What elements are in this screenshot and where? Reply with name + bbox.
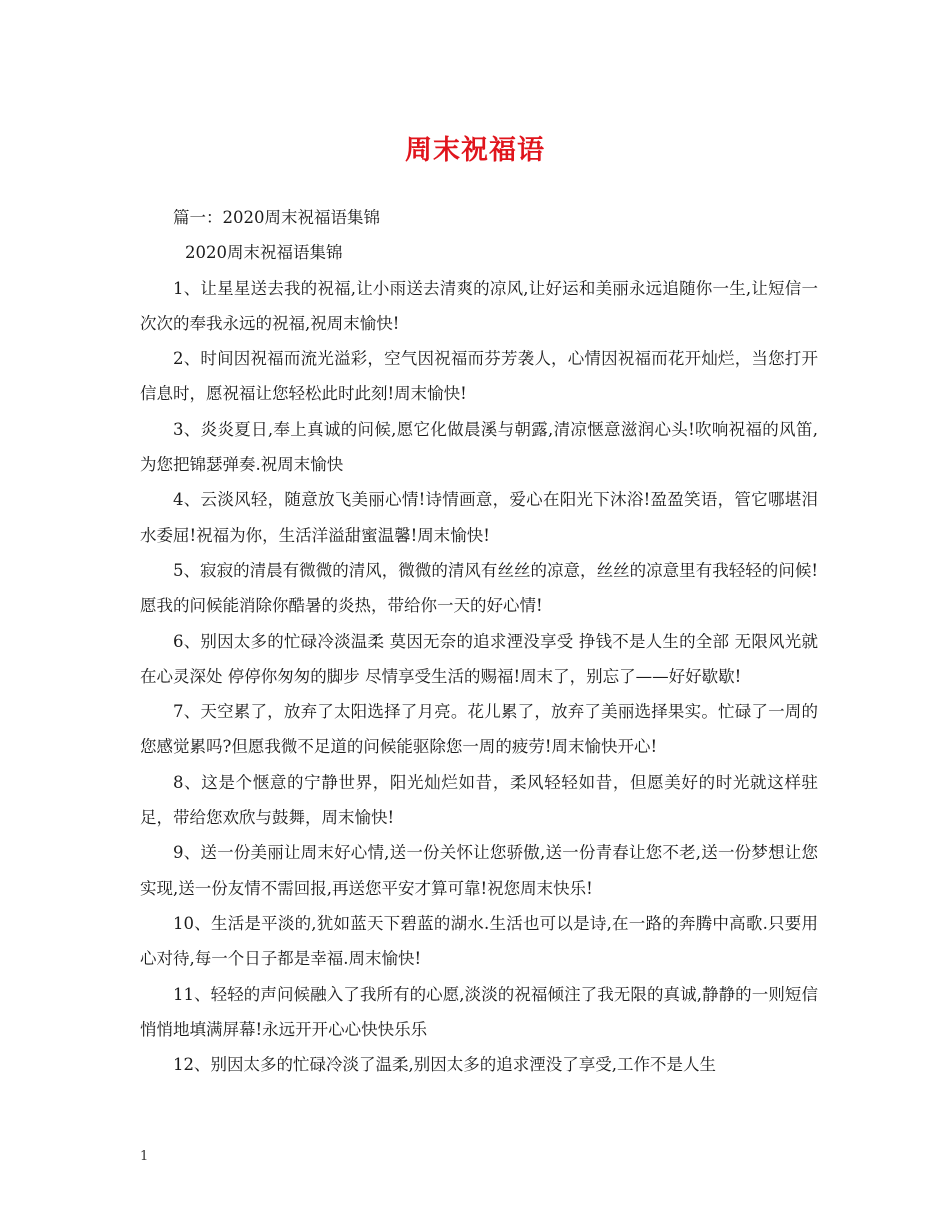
paragraph-10: 10、生活是平淡的,犹如蓝天下碧蓝的湖水.生活也可以是诗,在一路的奔腾中高歌.只要用心对待,每一个日子都是幸福.周末愉快! [140,913,818,969]
paragraph-7: 7、天空累了，放弃了太阳选择了月亮。花儿累了，放弃了美丽选择果实。忙碌了一周的您感觉累吗?但愿我微不足道的问候能驱除您一周的疲劳!周末愉快开心! [140,702,818,757]
paragraph-4: 4、云淡风轻，随意放飞美丽心情!诗情画意，爱心在阳光下沐浴!盈盈笑语，管它哪堪泪水委屈!祝福为你，生活洋溢甜蜜温馨!周末愉快! [140,490,818,545]
paragraph-3: 3、炎炎夏日,奉上真诚的问候,愿它化做晨溪与朝露,清凉惬意滋润心头!吹响祝福的风笛,为您把锦瑟弹奏.祝周末愉快 [140,419,818,475]
page-number: 1 [140,1149,149,1164]
paragraph-2: 2、时间因祝福而流光溢彩，空气因祝福而芬芳袭人，心情因祝福而花开灿烂，当您打开信息时，愿祝福让您轻松此时此刻!周末愉快! [140,349,818,404]
paragraph-6: 6、别因太多的忙碌冷淡温柔 莫因无奈的追求湮没享受 挣钱不是人生的全部 无限风光就在心灵深处 停停你匆匆的脚步 尽情享受生活的赐福!周末了，别忘了——好好歇歇! [140,631,818,686]
paragraph-11: 11、轻轻的声问候融入了我所有的心愿,淡淡的祝福倾注了我无限的真诚,静静的一则短信悄悄地填满屏幕!永远开开心心快快乐乐 [140,984,818,1039]
document-body [140,200,818,1082]
paragraph-5: 5、寂寂的清晨有微微的清风，微微的清风有丝丝的凉意，丝丝的凉意里有我轻轻的问候!愿我的问候能消除你酷暑的炎热，带给你一天的好心情! [140,560,818,616]
document-title: 周末祝福语 [405,135,545,166]
paragraph-1: 1、让星星送去我的祝福,让小雨送去清爽的凉风,让好运和美丽永远追随你一生,让短信一次次的奉我永远的祝福,祝周末愉快! [140,278,818,333]
section-heading: 篇一：2020周末祝福语集锦 [173,208,380,227]
paragraph-12: 12、别因太多的忙碌冷淡了温柔,别因太多的追求湮没了享受,工作不是人生 [173,1055,716,1075]
paragraph-8: 8、这是个惬意的宁静世界，阳光灿烂如昔，柔风轻轻如昔，但愿美好的时光就这样驻足，带给您欢欣与鼓舞，周末愉快! [140,772,818,828]
sub-heading: 2020周末祝福语集锦 [185,243,343,263]
paragraph-9: 9、送一份美丽让周末好心情,送一份关怀让您骄傲,送一份青春让您不老,送一份梦想让您实现,送一份友情不需回报,再送您平安才算可靠!祝您周末快乐! [140,843,818,898]
